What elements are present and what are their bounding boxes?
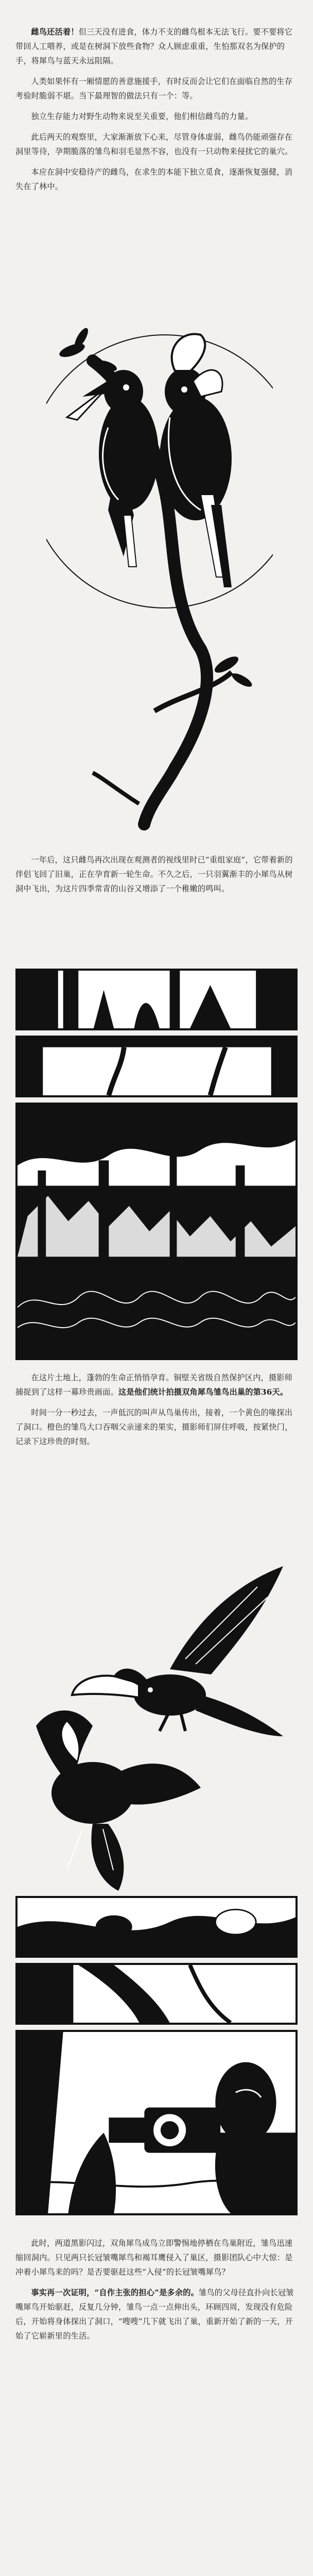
paragraph-1 [15,25,298,68]
paragraph-6: 一年后，这只雌鸟再次出现在观测者的视线里时已“重组家庭”，它带着新的伴侣飞回了旧巢，正在孕育新一轮生命。不久之后，一只羽翼渐丰的小犀鸟从树洞中飞出，为这片四季常青的山谷又增添了一个稚嫩的鸣叫。 [15,855,293,893]
flying-hornbill-lower [36,1710,201,1891]
forest-panel-top [15,969,298,1030]
paragraph-9: 此时，两道黑影闪过，双角犀鸟成鸟立即警惕地停栖在鸟巢附近，雏鸟迅速缩回洞内。只见两只长冠皱嘴犀鸟和褐耳鹰侵入了巢区，摄影团队心中大惊：是冲着小犀鸟来的吗？是否要驱赶这些“入侵”的长冠皱嘴犀鸟？ [15,2239,293,2277]
flying-hornbill-upper [72,1566,283,1736]
hornbill-pair-illustration [46,289,273,845]
paragraph-5: 本应在洞中安稳待产的雌鸟，在求生的本能下独立觅食，逐渐恢复强健，消失在了林中。 [15,167,293,191]
tree-branch-panel [15,1896,298,1958]
photography-text [15,1370,298,1455]
paragraph-7-body: 铜壁关省级自然保护区内，摄影师捕捉到了这样一幕珍贵画面。 [15,1373,293,1397]
paragraph-10-lead: 事实再一次证明，“自作主张的担心”是多余的。 [31,2288,199,2297]
paragraph-8: 时间一分一秒过去，一声低沉的叫声从鸟巢传出，接着，一个黄色的喙探出了洞口。橙色的雏鸟大口吞咽父亲递来的果实，摄影师们屏住呼吸，按紧快门，记录下这珍贵的时刻。 [15,1408,293,1446]
paragraph-4: 此后两天的观察里，大家渐渐放下心来，尽管身体虚弱，雌鸟仍能顽强存在洞里等待，孕期脆落的雏鸟和羽毛显然不容，也没有一只动物来侵扰它的巢穴。 [15,132,293,156]
paragraph-3: 独立生存能力对野生动物来说至关重要，他们相信雌鸟的力量。 [31,112,253,121]
hornbill-flight-illustration [15,1551,298,1896]
paragraph-7-lead: 在这片土地上，蓬勃的生命正悄悄孕育。 [31,1373,174,1382]
paragraph-1-body: 但三天没有进食，体力不支的雌鸟根本无法飞行。要不要将它带回人工喂养，或是在树洞下放些食物？众人顾虑重重，生怕那双名为保护的手，将犀鸟与蓝天永远阻隔。 [15,27,293,65]
photographer-panel [15,2030,298,2215]
tree-trunk-panel [15,1963,298,2025]
paragraph-7 [15,1370,298,1399]
paragraph-2: 人类如果怀有一厢情愿的善意施援手，有时反而会让它们在面临自然的生存考验时脆弱不堪。当下最理智的做法只有一个：等。 [15,77,293,100]
one-year-later-text [15,853,298,902]
paragraph-7-emphasis: 这是他们统计拍摄双角犀鸟雏鸟出巢的第36天。 [118,1387,288,1397]
paragraph-10 [15,2285,298,2343]
closing-text [15,2236,298,2349]
forest-jungle-panel [15,1103,298,1360]
intro-text-block [15,25,298,200]
hornbill-female-figure [67,370,159,567]
forest-panel-middle [15,1036,298,1097]
paragraph-1-lead: 雌鸟还活着！ [31,27,79,37]
paragraph-10-body: 雏鸟的父母径直扑向长冠皱嘴犀鸟开始驱赶，反复几分钟，雏鸟一点一点伸出头，环顾四周，发现没有危险后，开始将身体探出了洞口，“嗖嗖”几下就飞出了巢，重新开始了新的一天，开始了它崭新里的生活。 [15,2288,294,2341]
